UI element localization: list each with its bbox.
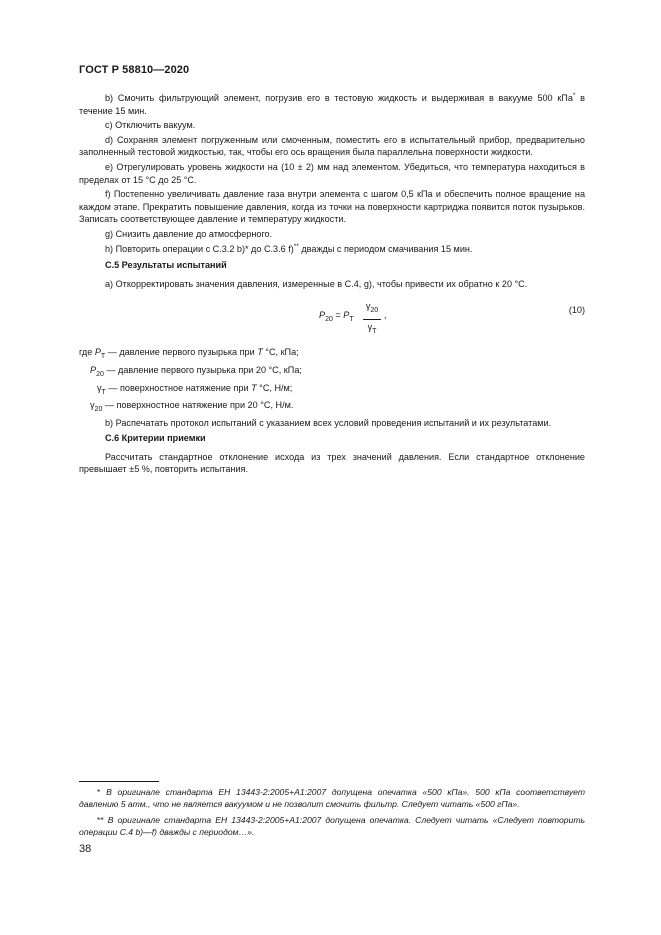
step-h-text-end: дважды с периодом смачивания 15 мин.	[298, 243, 473, 254]
formula-number: (10)	[568, 305, 585, 316]
footnote-ref: **	[293, 242, 299, 250]
section-c6-text: Рассчитать стандартное отклонение исхода из трех значений давления. Если стандартное отклонение превышает ±5 %, повторить испытания.	[79, 451, 585, 475]
legend-subscript: Т	[101, 388, 106, 396]
legend-desc: — давление первого пузырька при 20 °С, кПа;	[103, 364, 302, 375]
legend-subscript: 20	[96, 370, 104, 378]
step-h	[79, 241, 585, 256]
footnote-ref: *	[572, 92, 576, 99]
formula-symbol: P	[343, 310, 350, 321]
step-f: f) Постепенно увеличивать давление газа внутри элемента с шагом 0,5 кПа и обеспечить полное вращение на каждом этапе. Прекратить повышение давления, когда из точки на поверхности картриджа появится поток пузырьков. Записать соответствующее давление и температуру жидкости.	[79, 189, 585, 225]
section-c5-title: С.5 Результаты испытаний	[105, 260, 227, 271]
legend-italic: T	[257, 347, 263, 358]
step-b	[79, 90, 585, 117]
formula-fraction	[363, 300, 381, 338]
footnote-2	[79, 814, 585, 838]
formula-legend	[79, 346, 585, 416]
formula-denominator	[363, 320, 381, 339]
legend-desc-end: °С, Н/м;	[256, 382, 293, 393]
legend-desc: — поверхностное натяжение при	[105, 382, 252, 393]
footnote-mark: **	[97, 815, 104, 825]
legend-symbol: P	[94, 347, 101, 358]
section-c6-title: С.6 Критерии приемки	[105, 433, 206, 444]
step-c: c) Отключить вакуум.	[105, 120, 196, 131]
footnote-1	[79, 786, 585, 810]
legend-subscript: Т	[100, 353, 106, 361]
formula-subscript: Т	[349, 316, 354, 324]
formula-10	[79, 296, 585, 342]
section-c5-item-b: b) Распечатать протокол испытаний с указанием всех условий проведения испытаний и их результатами.	[105, 417, 552, 428]
legend-row	[79, 346, 585, 364]
formula-subscript: 20	[370, 307, 379, 315]
legend-symbol: γ	[97, 382, 102, 393]
footnote-text: В оригинале стандарта ЕН 13443-2:2005+А1:2007 допущена опечатка «500 кПа». 500 кПа соответствует давлению 5 атм., что не является вакуумом и не позволит смочить фильтр. Следует читать «500 гПа».	[79, 787, 585, 809]
formula-numerator	[363, 300, 381, 320]
footnote-mark: *	[97, 787, 101, 797]
step-g: g) Снизить давление до атмосферного.	[105, 228, 273, 239]
step-d: d) Сохраняя элемент погруженным или смоченным, поместить его в испытательный прибор, предварительно заполненный тестовой жидкостью, так, чтобы его ось вращения была параллельна поверхности жидкости.	[79, 134, 585, 158]
legend-row	[79, 382, 585, 400]
legend-subscript: 20	[94, 406, 103, 414]
formula-subscript: 20	[325, 316, 333, 324]
footnote-separator	[79, 781, 159, 782]
footnotes	[79, 786, 585, 842]
page-number: 38	[79, 843, 92, 855]
formula-symbol: P	[319, 310, 326, 321]
legend-symbol: P	[90, 364, 97, 375]
legend-desc: — давление первого пузырька при	[105, 347, 258, 358]
formula-subscript: Т	[372, 327, 377, 335]
step-h-text: h) Повторить операции с С.3.2 b)* до С.3.6 f)	[105, 243, 294, 254]
document-body	[79, 90, 585, 476]
formula-lhs	[319, 309, 354, 327]
footnote-text: В оригинале стандарта ЕН 13443-2:2005+А1:2007 допущена опечатка. Следует читать «Следует повторить операции С.4 b)—f) дважды с периодом…».	[79, 815, 585, 837]
page-header: ГОСТ Р 58810—2020	[79, 64, 190, 76]
legend-symbol: γ	[90, 400, 95, 411]
step-b-text-end: в течение 15 мин.	[79, 93, 586, 116]
formula-symbol: γ	[365, 301, 371, 312]
step-b-text: b) Смочить фильтрующий элемент, погрузив его в тестовую жидкость и выдерживая в вакууме 500 кПа	[105, 93, 573, 103]
legend-italic: T	[251, 382, 257, 393]
formula-symbol: γ	[367, 321, 373, 332]
step-e: e) Отрегулировать уровень жидкости на (10 ± 2) мм над элементом. Убедиться, что температура находиться в пределах от 15 °С до 25 °С.	[79, 161, 585, 185]
section-c5-item-a: а) Откорректировать значения давления, измеренные в С.4, g), чтобы привести их обратно к 20 °С.	[105, 278, 528, 289]
legend-row	[79, 364, 585, 382]
formula-comma: ,	[384, 310, 387, 321]
formula-equals: =	[335, 310, 341, 321]
legend-desc-end: °С, кПа;	[262, 347, 299, 358]
legend-desc: — поверхностное натяжение при 20 °С, Н/м.	[102, 400, 294, 411]
legend-row	[79, 399, 585, 417]
legend-prefix: где	[79, 347, 95, 358]
